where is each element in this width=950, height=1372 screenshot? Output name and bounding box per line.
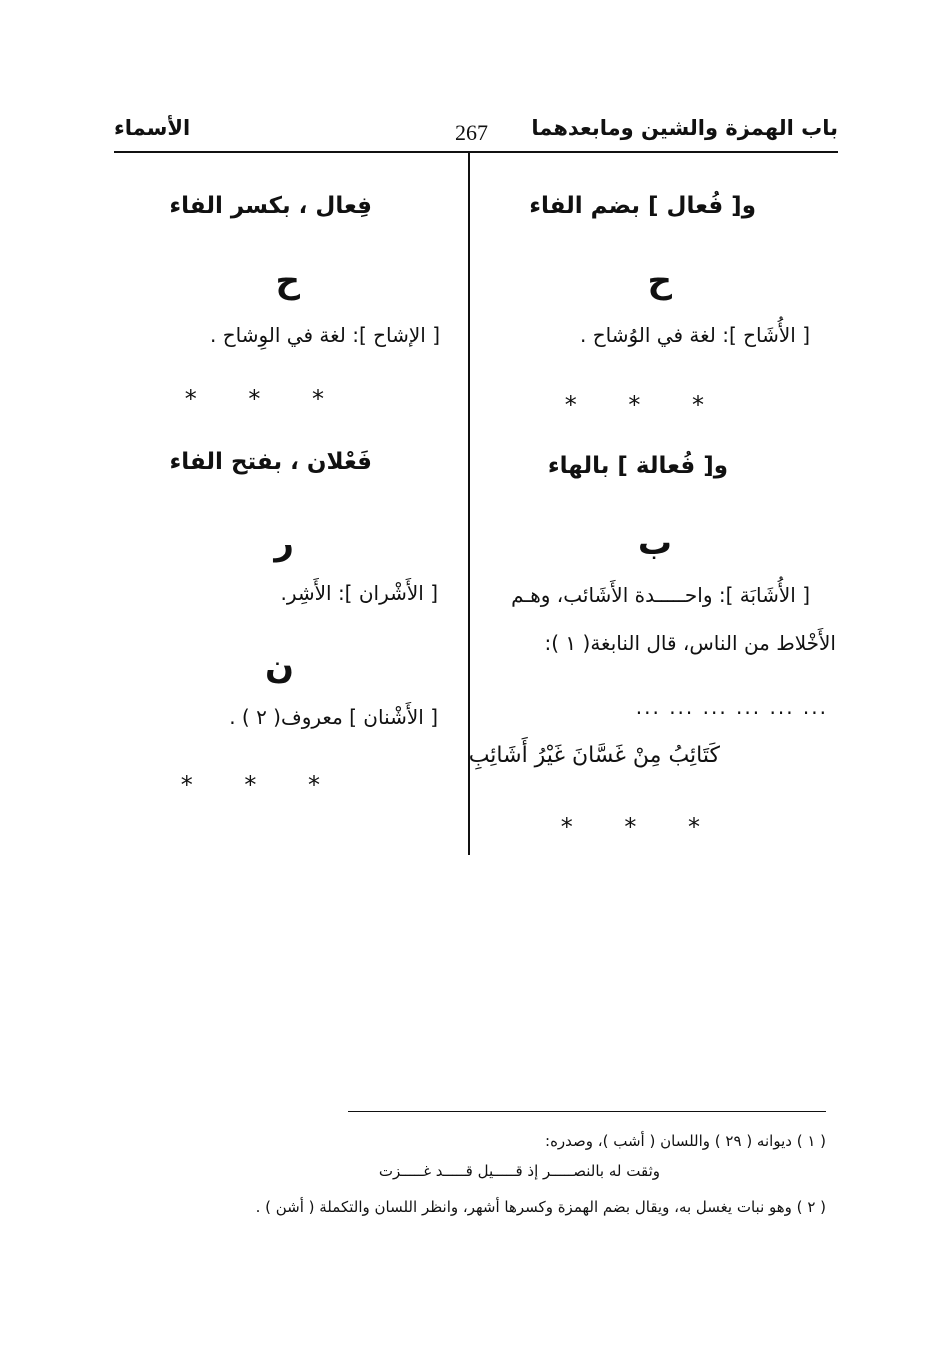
left-entry-2: [ الأَشْران ]: الأَشِر. [280, 581, 438, 605]
right-separator-2: * * * [560, 813, 722, 841]
right-heading-2: و[ فُعالة ] بالهاء [547, 453, 728, 479]
right-entry-2-line-1: [ الأُشَابَة ]: واحـــــدة الأَشَائب، وهـم [511, 583, 810, 607]
page-number: 267 [455, 120, 488, 145]
poetry-verse: كَتَائِبُ مِنْ غَسَّانَ غَيْرُ أَشَائِبِ [468, 743, 720, 768]
right-heading-1: و[ فُعال ] بضم الفاء [529, 193, 756, 219]
left-letter-2: ر [274, 523, 294, 563]
left-separator-1: * * * [184, 385, 346, 413]
left-entry-3: [ الأَشْنان ] معروف( ٢ ) . [229, 705, 438, 729]
right-entry-1: [ الأُشَاح ]: لغة في الوُشاح . [579, 323, 810, 347]
footnote-rule [348, 1111, 826, 1112]
footnote-2: ( ٢ ) وهو نبات يغسل به، ويقال بضم الهمزة وكسرها أشهر، وانظر اللسان والتكملة ( أشن ) . [255, 1198, 826, 1216]
left-heading-1: فِعال ، بكسر الفاء [169, 193, 372, 219]
right-letter-2: ب [637, 523, 672, 563]
left-entry-1: [ الإشاح ]: لغة في الوِشاح . [209, 323, 440, 347]
left-separator-2: * * * [180, 771, 342, 799]
right-column [468, 153, 838, 853]
left-column [114, 153, 458, 853]
right-separator-1: * * * [564, 391, 726, 419]
left-letter-1: ح [275, 261, 300, 301]
footnote-1: ( ١ ) ديوانه ( ٢٩ ) واللسان ( أشب )، وصدره: [545, 1132, 826, 1150]
section-title: الأسماء [114, 116, 191, 140]
footnote-1-verse: وثقت له بالنصـــــر إذ قـــــيل قـــــد غـــــزت [378, 1162, 660, 1180]
left-letter-3: ن [264, 647, 294, 687]
right-entry-2-line-2: الأَخْلاط من الناس، قال النابغة( ١ ): [544, 631, 836, 655]
left-heading-2: فَعْلان ، بفتح الفاء [169, 449, 372, 475]
right-letter-1: ح [647, 261, 672, 301]
chapter-title: باب الهمزة والشين ومابعدهما [531, 116, 838, 140]
verse-ellipsis: ... ... ... ... ... ... [635, 695, 828, 719]
